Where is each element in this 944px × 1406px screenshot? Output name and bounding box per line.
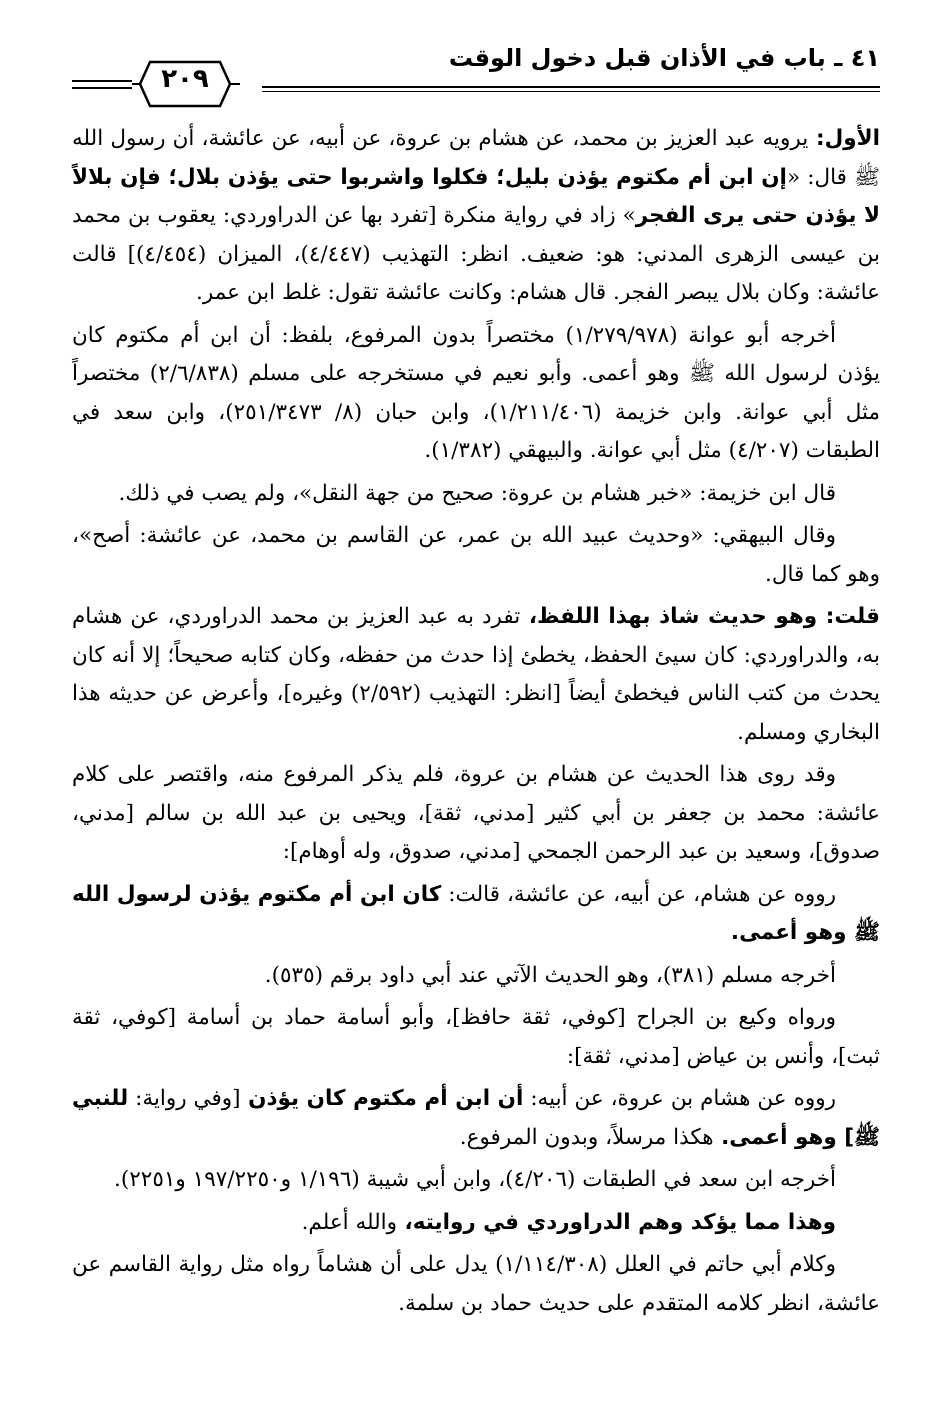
bold-text: أن ابن أم مكتوم كان يؤذن [240,1086,524,1111]
paragraph [72,475,880,514]
paragraph [72,517,880,594]
header-left-rule [72,80,132,94]
bold-text: إن ابن أم مكتوم يؤذن بليل؛ فكلوا واشربوا حتى يؤذن بلال؛ فإن بلالاً لا يؤذن حتى يرى الفجر [72,164,880,228]
paragraph [72,1246,880,1323]
text-run: أخرجه مسلم (٣٨١)، وهو الحديث الآتي عند أبي داود برقم (٥٣٥). [264,962,836,988]
page-header [72,40,880,100]
text-run: ورواه وكيع بن الجراح [كوفي، ثقة حافظ]، وأبو أسامة حماد بن أسامة [كوفي، ثقة ثبت]، وأنس بن عياض [مدني، ثقة]: [72,1005,880,1069]
main-text [72,120,880,1323]
text-run: قال ابن خزيمة: «خبر هشام بن عروة: صحيح من جهة النقل»، ولم يصب في ذلك. [118,480,836,506]
text-run: والله أعلم. [301,1209,398,1235]
text-run: وكلام أبي حاتم في العلل (١/١١٤/٣٠٨) يدل على أن هشاماً رواه مثل رواية القاسم عن عائشة، انظر كلامه المتقدم على حديث حماد بن سلمة. [72,1252,880,1316]
page-number-ornament [126,56,244,112]
paragraph [72,999,880,1076]
paragraph [72,317,880,471]
paragraph [72,120,880,313]
chapter-title: ٤١ ـ باب في الأذان قبل دخول الوقت [448,44,880,72]
text-run: [وفي رواية: [128,1086,241,1111]
text-run: يرويه عبد العزيز بن محمد، عن هشام بن عروة، عن أبيه، عن عائشة، أن رسول الله ﷺ قال: « [72,126,880,190]
text-run: تفرد به عبد العزيز بن محمد الدراوردي، عن هشام به، والدراوردي: كان سيئ الحفظ، يخطئ إذا حدث من حفظه، وكان كتابه صحيحاً؛ إلا أنه كان يحدث من كتب الناس فيخطئ أيضاً [انظر: التهذيب (٢/٥٩٢) وغيره]، وأعرض عن حديثه هذا البخاري ومسلم. [72,604,880,745]
bold-text: قلت: وهو حديث شاذ بهذا اللفظ، [520,604,880,629]
bold-text: وهذا مما يؤكد وهم الدراوردي في روايته، [397,1209,836,1235]
paragraph [72,756,880,872]
paragraph [72,876,880,953]
text-run: أخرجه أبو عوانة (١/٢٧٩/٩٧٨) مختصراً بدون المرفوع، بلفظ: أن ابن أم مكتوم كان يؤذن لرسول الله ﷺ وهو أعمى. وأبو نعيم في مستخرجه على مسلم (٢/٦/٨٣٨) مختصراً مثل أبي عوانة. وابن خزيمة (١/٢١١/٤٠٦)، وابن حبان (٨/ ٢٥١/٣٤٧٣)، وابن سعد في الطبقات (٤/٢٠٧) مثل أبي عوانة. والبيهقي (١/٣٨٢). [72,322,881,463]
text-run: رووه عن هشام بن عروة، عن أبيه: [523,1086,836,1111]
paragraph [72,1080,880,1157]
paragraph [72,957,880,996]
text-run: هكذا مرسلاً، وبدون المرفوع. [459,1124,714,1150]
header-rule [262,86,880,92]
text-run: وقد روى هذا الحديث عن هشام بن عروة، فلم يذكر المرفوع منه، واقتصر على كلام عائشة: محمد بن جعفر بن أبي كثير [مدني، ثقة]، ويحيى بن عبد الله بن سالم [مدني، صدوق]، وسعيد بن عبد الرحمن الجمحي [مدني، صدوق، وله أوهام]: [72,762,880,864]
paragraph [72,1204,880,1243]
bold-text: للنبي ﷺ] وهو أعمى. [72,1086,880,1150]
page-number: ٢٠٩ [161,64,209,94]
text-run: وقال البيهقي: «وحديث عبيد الله بن عمر، عن القاسم بن محمد، عن عائشة: أصح»، وهو كما قال. [72,523,880,587]
text-run: رووه عن هشام، عن أبيه، عن عائشة، قالت: [441,881,836,907]
text-run: أخرجه ابن سعد في الطبقات (٤/٢٠٦)، وابن أبي شيبة (١/١٩٦ و١٩٧/٢٢٥٠ و٢٢٥١). [113,1167,836,1192]
bold-text: كان ابن أم مكتوم يؤذن لرسول الله ﷺ وهو أعمى. [72,881,880,945]
paragraph [72,598,880,752]
bold-text: الأول: [808,126,881,151]
paragraph [72,1161,880,1200]
text-run: » زاد في رواية منكرة [تفرد بها عن الدراوردي: يعقوب بن محمد بن عيسى الزهرى المدني: هو: ضعيف. انظر: التهذيب (٤/٤٤٧)، الميزان (٤/٤٥٤)] قالت عائشة: وكان بلال يبصر الفجر. قال هشام: وكانت عائشة تقول: غلط ابن عمر. [72,203,881,305]
